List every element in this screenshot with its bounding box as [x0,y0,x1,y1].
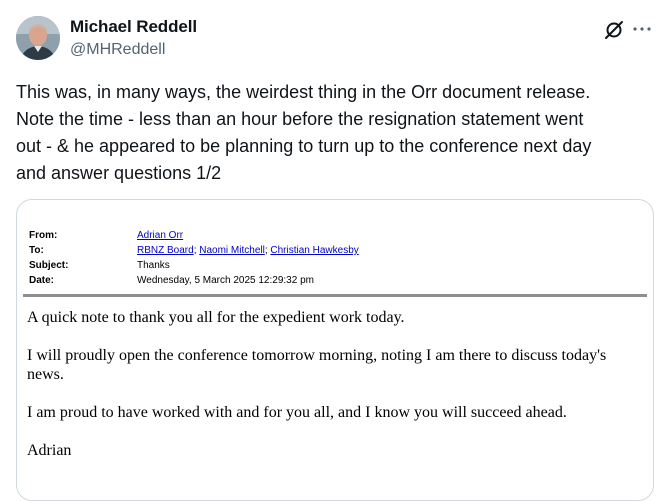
email-paragraph: I will proudly open the conference tomorrow morning, noting I am there to discuss today's news. [27,347,607,383]
avatar[interactable] [16,16,60,60]
email-divider [23,294,647,297]
email-subject-label: Subject: [29,260,69,271]
email-to-row [29,243,649,258]
email-subject-value: Thanks [137,260,170,271]
email-to-label: To: [29,245,44,256]
email-to-recipient[interactable]: Naomi Mitchell [199,245,265,256]
author-handle[interactable]: @MHReddell [70,41,166,58]
author-name[interactable]: Michael Reddell [70,17,197,36]
email-paragraph: I am proud to have worked with and for you all, and I know you will succeed ahead. [27,404,567,421]
email-from-label: From: [29,230,58,241]
email-date-row [29,273,649,288]
email-to-recipient[interactable]: RBNZ Board [137,245,194,256]
email-to-recipient[interactable]: Christian Hawkesby [270,245,359,256]
grok-icon[interactable] [602,18,626,42]
email-to-separator: ; [193,245,200,256]
email-date-value: Wednesday, 5 March 2025 12:29:32 pm [137,275,314,286]
email-paragraph: A quick note to thank you all for the expedient work today. [27,309,405,326]
avatar-image [16,16,60,60]
email-subject-row [29,258,649,273]
email-date-label: Date: [29,275,55,286]
email-to-recipients [137,243,359,258]
email-screenshot-image[interactable] [16,199,654,501]
email-from-row [29,228,649,243]
email-signature: Adrian [27,442,72,459]
email-from-value[interactable]: Adrian Orr [137,230,184,241]
email-to-separator: ; [264,245,271,256]
tweet-text: This was, in many ways, the weirdest thing in the Orr document release. Note the time - less than an hour before the resignation statement went out - & he appeared to be planning to turn up to the conference next day and answer questions 1/2 [16,82,592,183]
email-header [29,228,649,288]
more-icon[interactable] [630,15,654,39]
